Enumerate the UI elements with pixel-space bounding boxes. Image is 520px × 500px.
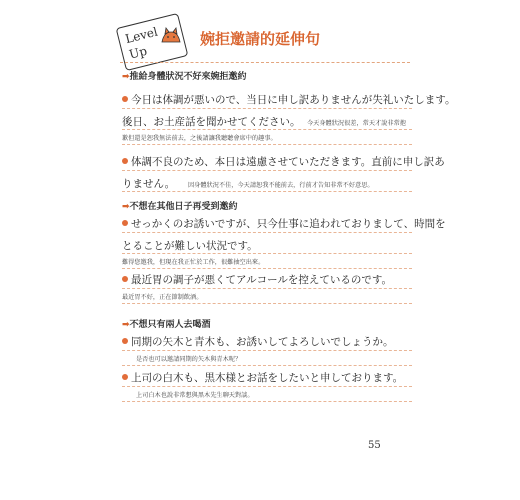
section-not-alone (122, 318, 412, 399)
translation-text: 上司白木也說非常想與黑木先生聊天對談。 (136, 392, 254, 399)
example-sentence-continued: とることが難しい状況です。 (122, 240, 258, 252)
example-sentence: せっかくのお誘いですが、只今仕事に追われておりまして、時間を (122, 216, 412, 231)
bullet-icon (122, 220, 128, 226)
line-rule (122, 191, 412, 192)
fox-mascot-icon (160, 26, 182, 44)
line-rule (122, 268, 412, 269)
line-rule (122, 144, 412, 145)
example-sentence: 上司の白木も、黒木様とお話をしたいと申しております。 (122, 370, 412, 385)
translation-text: 因身體狀況不佳，今天請恕我不能前去，行前才告知非常不好意思。 (188, 182, 374, 189)
translation-text: 歉但還是恕我無法前去，之後請讓我聽聽會席中的趣事。 (122, 135, 277, 142)
translation-text: 最近胃不好，正在節制飲酒。 (122, 294, 203, 301)
section-health (122, 70, 456, 190)
line-rule (122, 350, 412, 351)
line-rule (122, 303, 412, 304)
translation-text: 是否也可以邀請同期的矢木與青木呢？ (136, 356, 242, 363)
translation-text: 今天身體狀況很差，常天才說非常抱 (307, 120, 406, 127)
page-heading: 婉拒邀請的延伸句 (200, 30, 321, 48)
example-sentence: 体調不良のため、本日は遠慮させていただきます。直前に申し訳あ (122, 154, 412, 169)
line-rule (122, 288, 412, 289)
line-rule (122, 129, 412, 130)
example-sentence-continued: 後日、お土産話を聞かせてください。 (122, 116, 301, 128)
section-title: ➡不想只有兩人去喝酒 (122, 320, 211, 330)
bullet-icon (122, 276, 128, 282)
section-other-days (122, 200, 446, 301)
line-rule (122, 401, 412, 402)
arrow-icon: ➡ (122, 320, 130, 330)
badge-level-text: Level (123, 24, 160, 47)
page-number: 55 (368, 440, 381, 451)
badge-up-text: Up (127, 43, 149, 62)
translation-text: 難得您邀我，但現在我正忙於工作，很難抽空出來。 (122, 259, 265, 266)
bullet-icon (122, 158, 128, 164)
example-sentence-continued: りません。 (122, 178, 176, 190)
arrow-icon: ➡ (122, 72, 130, 82)
line-rule (122, 232, 412, 233)
header-divider (120, 62, 410, 63)
example-sentence: 今日は体調が悪いので、当日に申し訳ありませんが失礼いたします。 (122, 92, 412, 107)
example-sentence: 最近胃の調子が悪くてアルコールを控えているのです。 (122, 272, 412, 287)
arrow-icon: ➡ (122, 202, 130, 212)
bullet-icon (122, 96, 128, 102)
bullet-icon (122, 374, 128, 380)
bullet-icon (122, 338, 128, 344)
line-rule (122, 365, 412, 366)
section-title: ➡不想在其他日子再受到邀約 (122, 202, 238, 212)
line-rule (122, 253, 412, 254)
section-title: ➡推給身體狀況不好來婉拒邀約 (122, 72, 247, 82)
line-rule (122, 108, 412, 109)
line-rule (122, 170, 412, 171)
line-rule (122, 386, 412, 387)
example-sentence: 同期の矢木と青木も、お誘いしてよろしいでしょうか。 (122, 334, 412, 349)
